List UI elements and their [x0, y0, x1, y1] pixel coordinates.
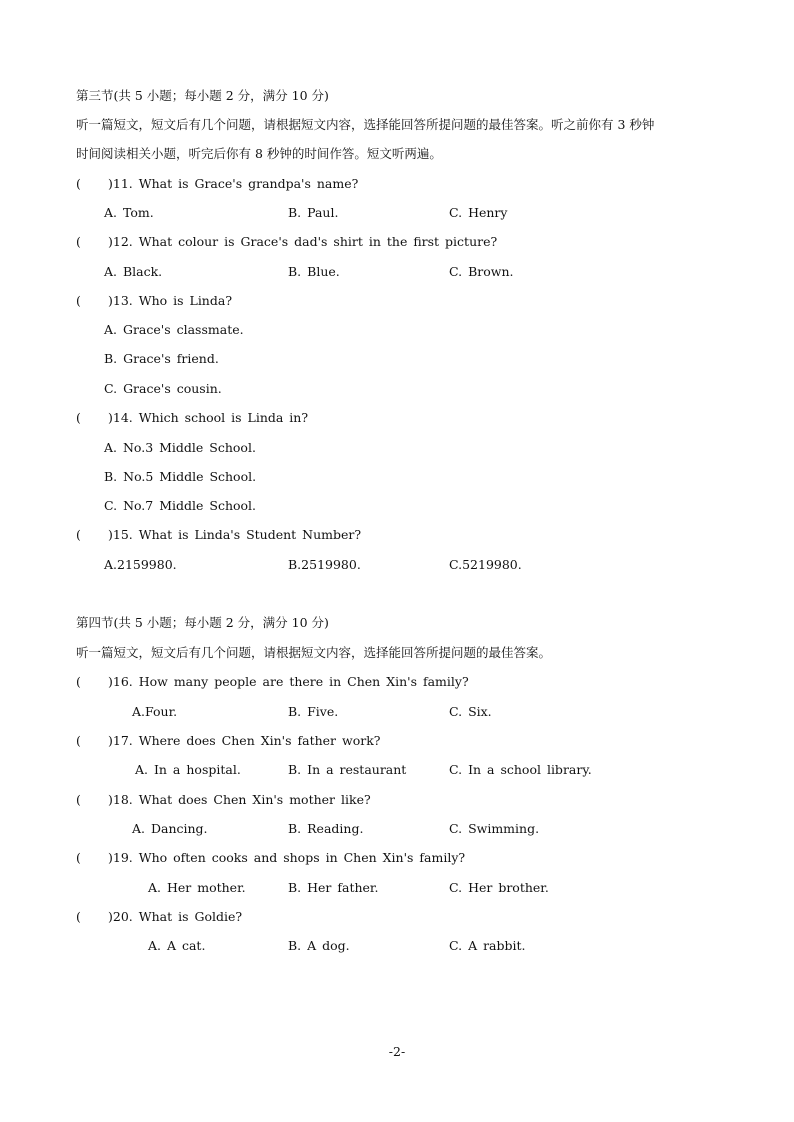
answer-bracket[interactable]: (: [76, 234, 81, 249]
question-15: [76, 527, 361, 543]
question-13: [76, 293, 232, 309]
option-c: C. Six.: [449, 704, 492, 719]
answer-bracket[interactable]: (: [76, 674, 81, 689]
option-b: B. Paul.: [288, 205, 339, 220]
section3-heading: 第三节(共 5 小题；每小题 2 分，满分 10 分): [76, 88, 329, 103]
option-b: B. Reading.: [288, 821, 364, 836]
option-a: A. Grace's classmate.: [104, 322, 244, 337]
option-a: A. Her mother.: [148, 880, 246, 895]
question-16: [76, 674, 469, 690]
question-text: )19. Who often cooks and shops in Chen Xin's family?: [108, 850, 466, 865]
question-19: [76, 850, 465, 866]
option-a: A. A cat.: [148, 938, 206, 953]
question-text: )13. Who is Linda?: [108, 293, 233, 308]
page-number: -2-: [388, 1044, 406, 1059]
option-c: C. A rabbit.: [449, 938, 526, 953]
option-a: A.Four.: [132, 704, 178, 719]
option-b: B. No.5 Middle School.: [104, 469, 257, 484]
option-b: B. A dog.: [288, 938, 350, 953]
option-a: A. Tom.: [104, 205, 154, 220]
option-b: B.2519980.: [288, 557, 361, 572]
section3-instruction-line2: 时间阅读相关小题，听完后你有 8 秒钟的时间作答。短文听两遍。: [76, 146, 442, 161]
question-text: )14. Which school is Linda in?: [108, 410, 309, 425]
option-c: C. In a school library.: [449, 762, 592, 777]
question-text: )18. What does Chen Xin's mother like?: [108, 792, 371, 807]
option-c: C. Brown.: [449, 264, 514, 279]
question-20: [76, 909, 242, 925]
answer-bracket[interactable]: (: [76, 909, 81, 924]
answer-bracket[interactable]: (: [76, 850, 81, 865]
answer-bracket[interactable]: (: [76, 293, 81, 308]
question-text: )12. What colour is Grace's dad's shirt in the first picture?: [108, 234, 498, 249]
section4-instruction-line1: 听一篇短文，短文后有几个问题，请根据短文内容，选择能回答所提问题的最佳答案。: [76, 645, 552, 660]
section3-instruction-line1: 听一篇短文，短文后有几个问题，请根据短文内容，选择能回答所提问题的最佳答案。听之前你有 3 秒钟: [76, 117, 655, 132]
option-b: B. In a restaurant: [288, 762, 407, 777]
option-c: C. Swimming.: [449, 821, 540, 836]
option-b: B. Her father.: [288, 880, 379, 895]
option-a: A. Dancing.: [132, 821, 208, 836]
option-a: A. In a hospital.: [135, 762, 241, 777]
answer-bracket[interactable]: (: [76, 410, 81, 425]
answer-bracket[interactable]: (: [76, 176, 81, 191]
option-a: A.2159980.: [104, 557, 177, 572]
section4-heading: 第四节(共 5 小题；每小题 2 分，满分 10 分): [76, 615, 329, 630]
option-c: C. Henry: [449, 205, 508, 220]
answer-bracket[interactable]: (: [76, 733, 81, 748]
option-b: B. Five.: [288, 704, 339, 719]
question-17: [76, 733, 380, 749]
question-12: [76, 234, 497, 250]
option-b: B. Blue.: [288, 264, 340, 279]
option-c: C. Grace's cousin.: [104, 381, 222, 396]
answer-bracket[interactable]: (: [76, 527, 81, 542]
option-c: C. No.7 Middle School.: [104, 498, 257, 513]
question-14: [76, 410, 308, 426]
question-text: )11. What is Grace's grandpa's name?: [108, 176, 359, 191]
option-c: C.5219980.: [449, 557, 522, 572]
question-text: )16. How many people are there in Chen Xin's family?: [108, 674, 469, 689]
answer-bracket[interactable]: (: [76, 792, 81, 807]
question-18: [76, 792, 371, 808]
question-text: )20. What is Goldie?: [108, 909, 243, 924]
question-11: [76, 176, 358, 192]
option-c: C. Her brother.: [449, 880, 549, 895]
question-text: )17. Where does Chen Xin's father work?: [108, 733, 381, 748]
question-text: )15. What is Linda's Student Number?: [108, 527, 362, 542]
option-a: A. Black.: [104, 264, 163, 279]
option-b: B. Grace's friend.: [104, 351, 219, 366]
option-a: A. No.3 Middle School.: [104, 440, 256, 455]
